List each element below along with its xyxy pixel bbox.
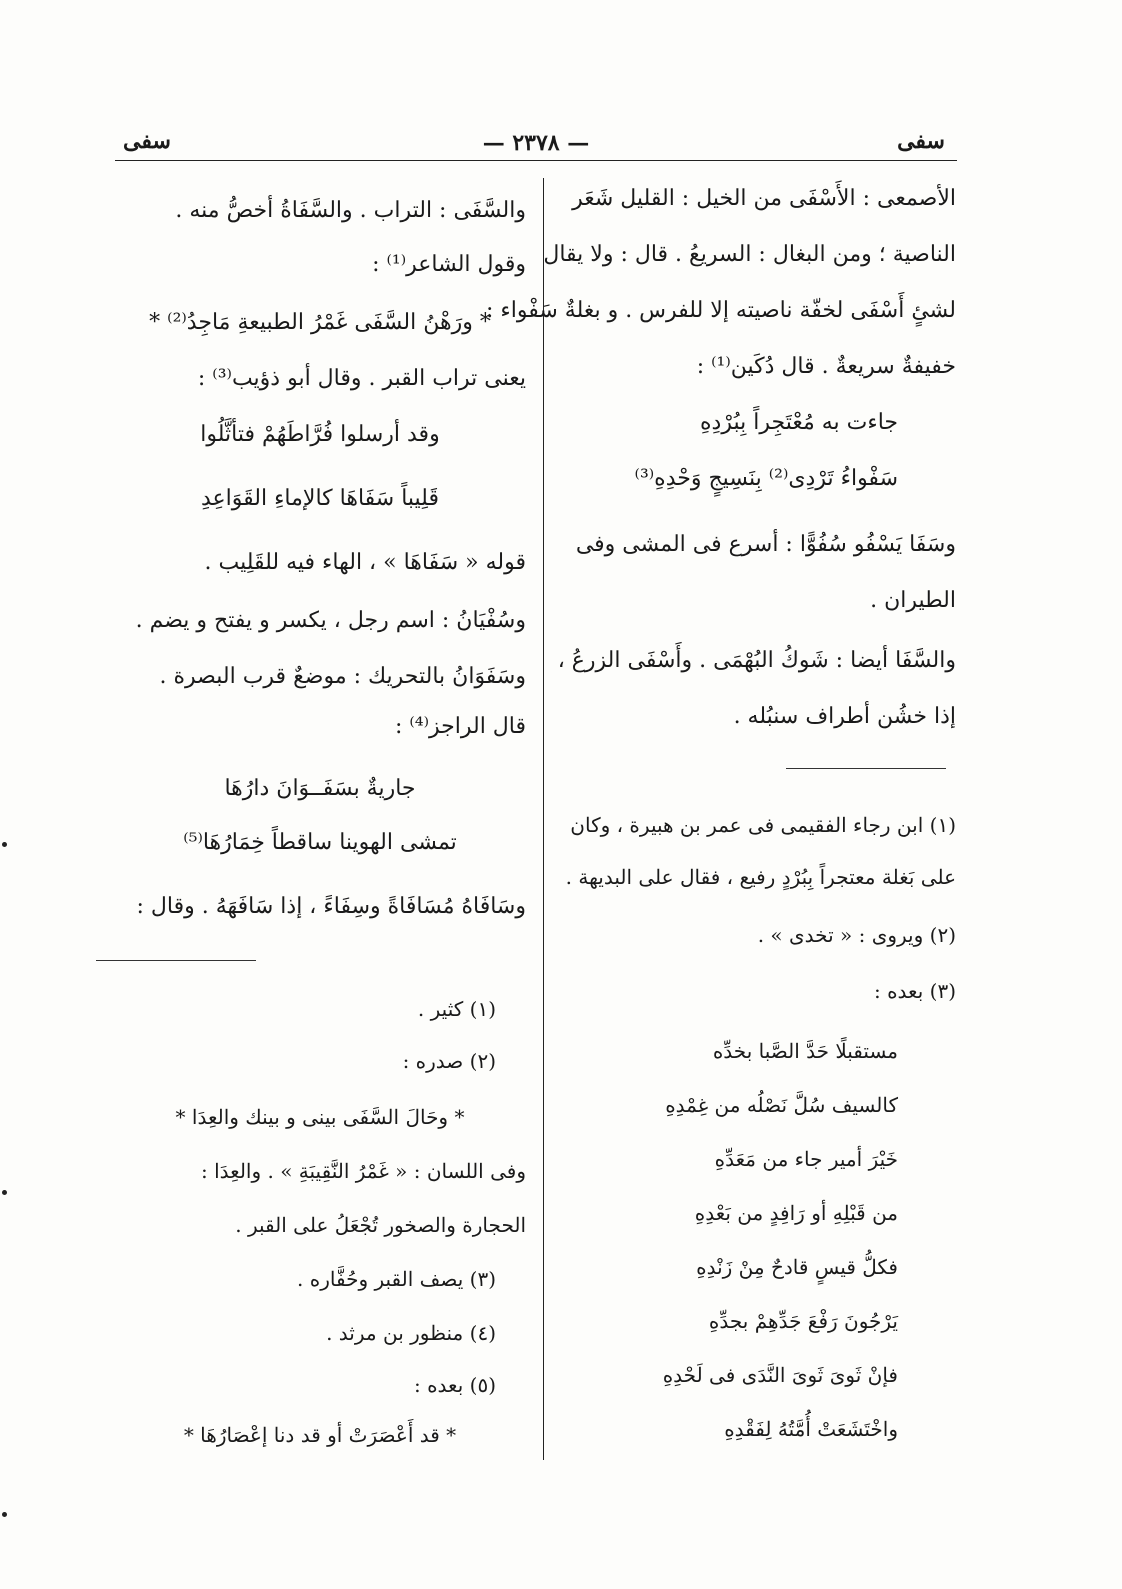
body-line: وسَافَاهُ مُسَافَاةً وسِفَاءً ، إذا سَافَهَهُ . وقال :: [136, 894, 526, 919]
verse-line: * ورَهْنُ السَّفَى غَمْرُ الطبيعةِ مَاجِدُ⁽²⁾ *: [149, 310, 491, 335]
footnote-line: (١) ابن رجاء الفقيمى فى عمر بن هبيرة ، وكان: [570, 813, 956, 837]
footnote-line: (٣) بعده :: [873, 979, 956, 1003]
body-line: وسُفْيَانُ : اسم رجل ، يكسر و يفتح و يضم .: [135, 608, 526, 633]
body-line: وسَفَوَانُ بالتحريك : موضعٌ قرب البصرة .: [159, 664, 526, 689]
margin-mark: [2, 842, 7, 847]
footnote-line: (٤) منظور بن مرثد .: [326, 1321, 496, 1345]
page-number: — ٢٣٧٨ —: [482, 130, 590, 156]
footnote-verse: من قَبْلِهِ أو رَافِدٍ من بَعْدِهِ: [694, 1201, 898, 1225]
footnote-verse: * قد أَعْصَرَتْ أو قد دنا إعْصَارُهَا *: [183, 1423, 457, 1447]
verse-line: تمشى الهوينا ساقطاً خِمَارُهَا⁽⁵⁾: [183, 830, 457, 855]
verse-line: وقد أرسلوا فُرَّاطَهُمْ فتأثَّلُوا: [200, 422, 440, 447]
left-column: [114, 0, 526, 1589]
footnote-verse: كالسيف سُلَّ نَصْلُه من غِمْدِهِ: [665, 1093, 898, 1117]
footnote-line: وفى اللسان : « غَمْرُ النَّقِيبَةِ » . والعِدَا :: [201, 1159, 526, 1183]
footnote-verse: فإنْ ثَوىَ ثَوىَ النَّدَى فى لَحْدِهِ: [662, 1363, 898, 1387]
footnote-line: الحجارة والصخور تُجْعَلُ على القبر .: [235, 1213, 526, 1237]
footnote-line: على بَغلة معتجراً بِبُرْدٍ رفيع ، فقال على البديهة .: [565, 865, 956, 889]
body-line: الأصمعى : الأَسْفَى من الخيل : القليل شَعَر: [572, 186, 956, 211]
header-left-word: سفى: [123, 128, 171, 154]
verse-line: جاريةٌ بسَفَــوَانَ دارُهَا: [224, 776, 416, 801]
footnote-verse: خَيْرَ أمير جاء من مَعَدِّهِ: [714, 1147, 898, 1171]
footnote-rule: [96, 960, 256, 961]
verse-line: سَفْواءُ تَرْدِى⁽²⁾ بِنَسِيجٍ وَحْدِهِ⁽³⁾: [634, 466, 898, 491]
body-line: يعنى تراب القبر . وقال أبو ذؤيب⁽³⁾ :: [197, 366, 526, 391]
body-line: والسَّفَا أيضا : شَوكُ البُهْمَى . وأَسْفَى الزرعُ ،: [557, 648, 956, 673]
body-line: وسَفَا يَسْفُو سُفُوًّا : أسرع فى المشى وفى: [575, 532, 956, 557]
footnote-verse: * وحَالَ السَّفَى بينى و بينك والعِدَا *: [175, 1105, 465, 1129]
body-line: والسَّفَى : التراب . والسَّفَاةُ أخصُّ منه .: [175, 198, 526, 223]
body-line: قال الراجز⁽⁴⁾ :: [394, 714, 526, 739]
footnote-verse: واخْتَشَعَتْ أُمَّتُهُ لِفَقْدِهِ: [724, 1417, 898, 1441]
footnote-line: (٢) صدره :: [402, 1049, 496, 1073]
body-line: إذا خشُن أطراف سنبُله .: [733, 704, 956, 729]
footnote-line: (٣) يصف القبر وحُفَّاره .: [297, 1267, 496, 1291]
footnote-line: (٥) بعده :: [413, 1373, 496, 1397]
verse-line: جاءت به مُعْتَجِراً بِبُرْدِهِ: [700, 410, 898, 435]
margin-mark: [2, 1512, 7, 1517]
body-line: وقول الشاعر⁽¹⁾ :: [372, 252, 526, 277]
footnote-line: (١) كثير .: [417, 997, 496, 1021]
footnote-verse: فكلُّ قيسٍ قادحٌ مِنْ زَنْدِهِ: [696, 1255, 898, 1279]
body-line: خفيفةٌ سريعةٌ . قال دُكَين⁽¹⁾ :: [696, 354, 956, 379]
header-right-word: سفى: [897, 128, 945, 154]
body-line: الناصية ؛ ومن البغال : السريعُ . قال : ولا يقال: [543, 242, 956, 267]
footnote-verse: مستقبلًا حَدَّ الصَّبا بخدِّه: [712, 1039, 898, 1063]
body-line: لشئٍ أَسْفَى لخفّة ناصيته إلا للفرس . و بغلةٌ سَفْواء :: [485, 298, 956, 323]
footnote-rule: [786, 768, 946, 769]
verse-line: قَلِيباً سَفَاهَا كالإماءِ القَوَاعِدِ: [201, 486, 439, 511]
body-line: الطيران .: [870, 588, 956, 613]
body-line: قوله « سَفَاهَا » ، الهاء فيه للقَلِيب .: [204, 550, 526, 575]
footnote-line: (٢) ويروى : « تخدى » .: [757, 923, 956, 947]
footnote-verse: يَرْجُونَ رَفْعَ جَدِّهِمْ بجدِّهِ: [708, 1309, 898, 1333]
margin-mark: [2, 1190, 7, 1195]
